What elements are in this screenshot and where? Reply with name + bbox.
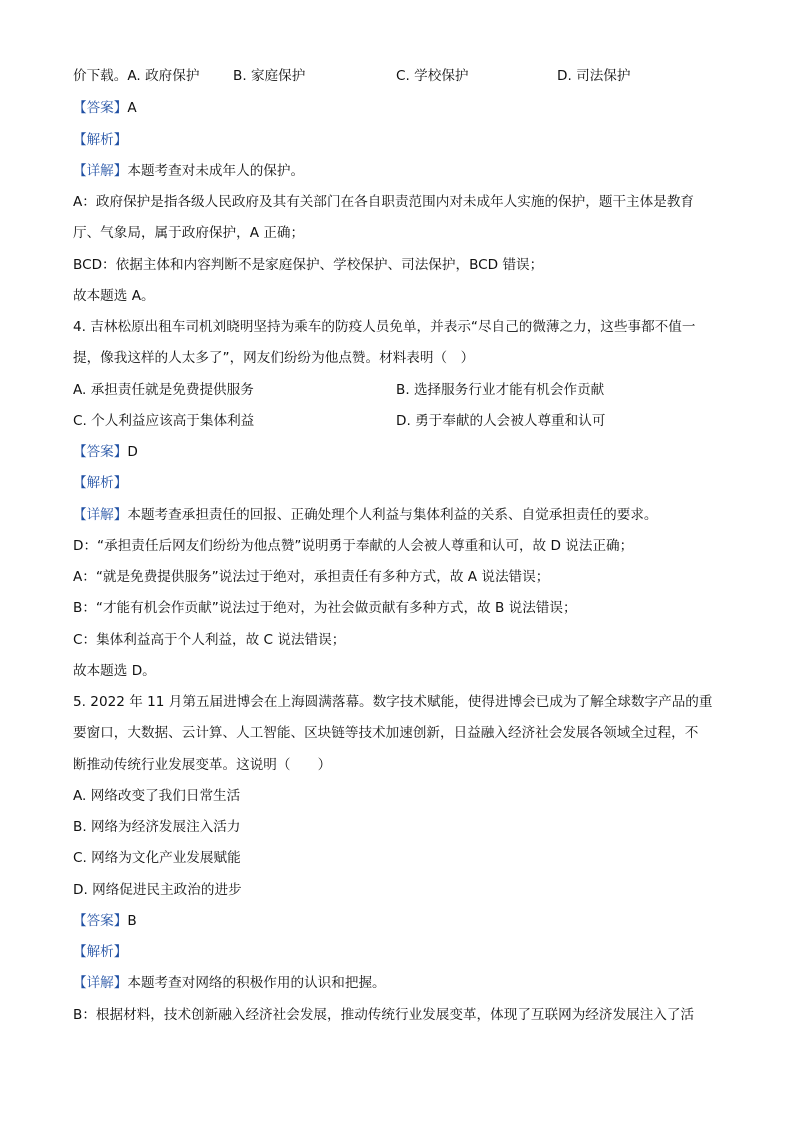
- q5-stem-line: 断推动传统行业发展变革。这说明（ ）: [73, 757, 332, 773]
- q3-analysis-line: BCD：依据主体和内容判断不是家庭保护、学校保护、司法保护，BCD 错误；: [73, 257, 544, 273]
- q4-analysis-line: C：集体利益高于个人利益，故 C 说法错误；: [73, 632, 346, 648]
- q3-analysis-line: 厅、气象局，属于政府保护，A 正确；: [73, 225, 305, 241]
- q3-option-c: C. 学校保护: [396, 68, 469, 84]
- q4-analysis-line: B：“才能有机会作贡献”说法过于绝对，为社会做贡献有多种方式，故 B 说法错误；: [73, 600, 577, 616]
- q5-detail-line: 【详解】本题考查对网络的积极作用的认识和把握。: [73, 975, 386, 991]
- q4-analysis-tag: 【解析】: [73, 475, 128, 491]
- detail-tag: 【详解】: [73, 975, 128, 991]
- q3-stem-end: 价下载。A. 政府保护: [73, 68, 200, 84]
- q5-stem-line: 要窗口，大数据、云计算、人工智能、区块链等技术加速创新，日益融入经济社会发展各领域全过程，不: [73, 725, 699, 741]
- detail-tag: 【详解】: [73, 507, 128, 523]
- q3-detail-line: 【详解】本题考查对未成年人的保护。: [73, 163, 305, 179]
- q4-analysis-line: 故本题选 D。: [73, 663, 156, 679]
- q3-option-d: D. 司法保护: [557, 68, 631, 84]
- q3-analysis-line: A：政府保护是指各级人民政府及其有关部门在各自职责范围内对未成年人实施的保护，题干主体是教育: [73, 194, 695, 210]
- q5-option-b: B. 网络为经济发展注入活力: [73, 819, 241, 835]
- answer-tag: 【答案】: [73, 913, 128, 929]
- q5-option-c: C. 网络为文化产业发展赋能: [73, 850, 241, 866]
- q4-stem-line: 提，像我这样的人太多了”，网友们纷纷为他点赞。材料表明（ ）: [73, 350, 475, 366]
- q4-option-d: D. 勇于奉献的人会被人尊重和认可: [396, 413, 606, 429]
- q4-analysis-line: D：“承担责任后网友们纷纷为他点赞”说明勇于奉献的人会被人尊重和认可，故 D 说法正确；: [73, 538, 634, 554]
- q5-option-a: A. 网络改变了我们日常生活: [73, 788, 241, 804]
- q5-answer: 【答案】B: [73, 913, 137, 929]
- answer-tag: 【答案】: [73, 100, 128, 116]
- q4-answer: 【答案】D: [73, 444, 138, 460]
- q3-option-b: B. 家庭保护: [233, 68, 306, 84]
- q5-analysis-tag: 【解析】: [73, 944, 128, 960]
- q4-option-a: A. 承担责任就是免费提供服务: [73, 382, 254, 398]
- q4-option-c: C. 个人利益应该高于集体利益: [73, 413, 255, 429]
- q5-analysis-line: B：根据材料，技术创新融入经济社会发展，推动传统行业发展变革，体现了互联网为经济发展注入了活: [73, 1007, 695, 1023]
- q4-option-b: B. 选择服务行业才能有机会作贡献: [396, 382, 605, 398]
- q4-analysis-line: A：“就是免费提供服务”说法过于绝对，承担责任有多种方式，故 A 说法错误；: [73, 569, 550, 585]
- q5-stem-line: 5. 2022 年 11 月第五届进博会在上海圆满落幕。数字技术赋能，使得进博会已成为了解全球数字产品的重: [73, 694, 713, 710]
- q5-option-d: D. 网络促进民主政治的进步: [73, 882, 242, 898]
- q4-stem-line: 4. 吉林松原出租车司机刘晓明坚持为乘车的防疫人员免单，并表示“尽自己的微薄之力，这些事都不值一: [73, 319, 696, 335]
- q3-answer: 【答案】A: [73, 100, 137, 116]
- q3-analysis-tag: 【解析】: [73, 132, 128, 148]
- answer-tag: 【答案】: [73, 444, 128, 460]
- detail-tag: 【详解】: [73, 163, 128, 179]
- q3-analysis-line: 故本题选 A。: [73, 288, 155, 304]
- q4-detail-line: 【详解】本题考查承担责任的回报、正确处理个人利益与集体利益的关系、自觉承担责任的要求。: [73, 507, 658, 523]
